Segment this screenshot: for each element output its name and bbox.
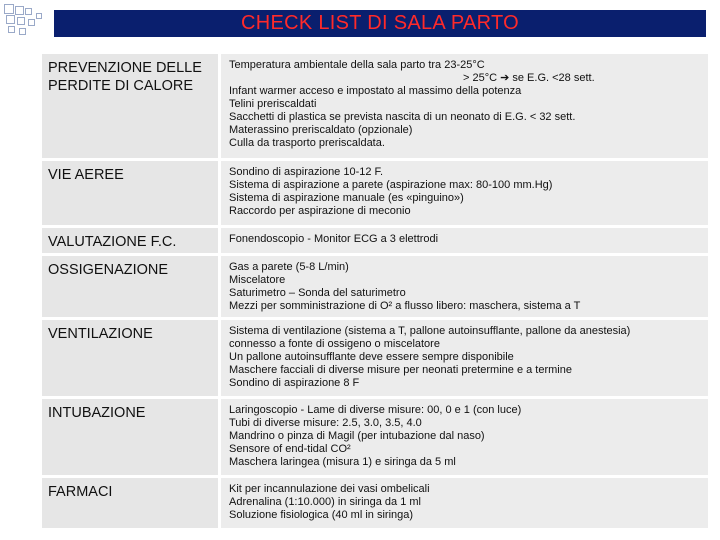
row-label: OSSIGENAZIONE — [42, 256, 218, 317]
row-content — [221, 161, 708, 225]
table-row — [42, 256, 708, 317]
content-line: Sondino di aspirazione 10-12 F. — [229, 166, 384, 178]
row-content — [221, 54, 708, 158]
row-content — [221, 320, 708, 396]
content-line: Raccordo per aspirazione di meconio — [229, 205, 411, 217]
content-line: Sondino di aspirazione 8 F — [229, 377, 360, 389]
table-row — [42, 54, 708, 158]
table-row — [42, 320, 708, 396]
content-line: Telini preriscaldati — [229, 98, 317, 110]
checklist-table — [42, 54, 708, 528]
content-line: Sistema di ventilazione (sistema a T, pallone autoinsufflante, pallone da anestesia) — [229, 325, 631, 337]
content-line: Materassino preriscaldato (opzionale) — [229, 124, 413, 136]
row-label: INTUBAZIONE — [42, 399, 218, 475]
content-line: Sistema di aspirazione manuale (es «pinguino») — [229, 192, 464, 204]
row-content — [221, 228, 708, 253]
content-line: Sensore of end-tidal CO² — [229, 443, 351, 455]
content-line: Tubi di diverse misure: 2.5, 3.0, 3.5, 4.0 — [229, 417, 422, 429]
row-label: FARMACI — [42, 478, 218, 528]
content-line: Sistema di aspirazione a parete (aspirazione max: 80-100 mm.Hg) — [229, 179, 553, 191]
row-label: PREVENZIONE DELLE PERDITE DI CALORE — [42, 54, 218, 158]
content-line: Kit per incannulazione dei vasi ombelicali — [229, 483, 430, 495]
content-line: Maschere facciali di diverse misure per neonati pretermine e a termine — [229, 364, 572, 376]
content-line: Miscelatore — [229, 274, 286, 286]
row-label: VENTILAZIONE — [42, 320, 218, 396]
content-line: Temperatura ambientale della sala parto tra 23-25°C — [229, 59, 485, 71]
content-line: Un pallone autoinsufflante deve essere sempre disponibile — [229, 351, 514, 363]
row-content — [221, 399, 708, 475]
table-row — [42, 399, 708, 475]
decorative-squares — [4, 4, 44, 44]
content-line: connesso a fonte di ossigeno o miscelatore — [229, 338, 440, 350]
table-row — [42, 478, 708, 528]
content-line: Maschera laringea (misura 1) e siringa da 5 ml — [229, 456, 456, 468]
content-line: Saturimetro – Sonda del saturimetro — [229, 287, 406, 299]
content-line: Soluzione fisiologica (40 ml in siringa) — [229, 509, 414, 521]
row-content — [221, 478, 708, 528]
content-line: Mandrino o pinza di Magil (per intubazione dal naso) — [229, 430, 485, 442]
content-line: Fonendoscopio - Monitor ECG a 3 elettrodi — [229, 233, 439, 245]
table-row — [42, 228, 708, 253]
page-title: CHECK LIST DI SALA PARTO — [54, 10, 706, 37]
row-label: VALUTAZIONE F.C. — [42, 228, 218, 253]
content-line: Infant warmer acceso e impostato al massimo della potenza — [229, 85, 522, 97]
content-line: Laringoscopio - Lame di diverse misure: 00, 0 e 1 (con luce) — [229, 404, 522, 416]
content-line: Adrenalina (1:10.000) in siringa da 1 ml — [229, 496, 422, 508]
content-line: > 25°C ➔ se E.G. <28 sett. — [463, 72, 595, 84]
table-row — [42, 161, 708, 225]
content-line: Mezzi per somministrazione di O² a flusso libero: maschera, sistema a T — [229, 300, 581, 312]
row-label: VIE AEREE — [42, 161, 218, 225]
content-line: Sacchetti di plastica se prevista nascita di un neonato di E.G. < 32 sett. — [229, 111, 576, 123]
content-line: Culla da trasporto preriscaldata. — [229, 137, 385, 149]
row-content — [221, 256, 708, 317]
content-line: Gas a parete (5-8 L/min) — [229, 261, 349, 273]
